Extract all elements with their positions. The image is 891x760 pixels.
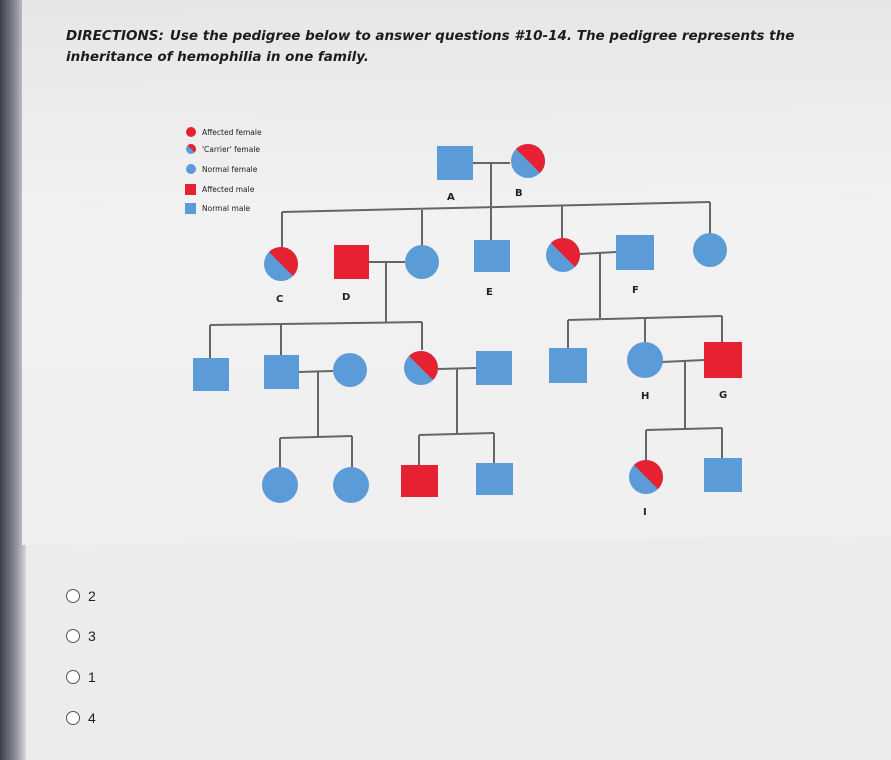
- radio-button[interactable]: [66, 670, 80, 684]
- normal-male-legend-icon: [185, 203, 196, 214]
- option-label: 4: [88, 710, 96, 726]
- directions-body: Use the pedigree below to answer questions #10-14. The pedigree represents the inheritance of hemophilia in one family.: [66, 28, 795, 65]
- legend-normal-male: Normal male: [202, 204, 251, 213]
- radio-button[interactable]: [66, 629, 80, 643]
- affected-male-legend-icon: [185, 184, 196, 195]
- normal-male-gen4-1: [476, 463, 513, 495]
- person-E-normal-male: [474, 240, 510, 272]
- pedigree-legend: [185, 127, 262, 214]
- person-C-carrier-female: [263, 246, 299, 282]
- person-D-affected-male: [334, 245, 369, 279]
- normal-female-gen2-right: [693, 233, 727, 267]
- normal-female-legend-icon: [186, 164, 196, 174]
- directions-lead: DIRECTIONS:: [66, 28, 164, 44]
- person-G-affected-male: [704, 342, 742, 378]
- label-F: F: [632, 285, 639, 296]
- person-I-carrier-female: [628, 459, 664, 495]
- normal-female-gen3: [333, 353, 367, 387]
- legend-affected-female: Affected female: [202, 128, 262, 137]
- answer-option-3[interactable]: [66, 669, 96, 685]
- carrier-female-gen2: [545, 237, 581, 273]
- option-label: 2: [88, 588, 96, 604]
- normal-male-gen3-1: [193, 358, 229, 391]
- pedigree-lines: [210, 163, 722, 468]
- normal-female-gen4-1: [262, 467, 298, 503]
- legend-affected-male: Affected male: [202, 185, 255, 194]
- answer-option-1[interactable]: [66, 588, 96, 604]
- answer-option-2[interactable]: [66, 628, 96, 644]
- label-G: G: [719, 390, 728, 401]
- normal-male-gen3-4: [549, 348, 587, 383]
- normal-female-gen4-2: [333, 467, 369, 503]
- normal-female-gen2: [405, 245, 439, 279]
- answer-option-4[interactable]: [66, 710, 96, 726]
- normal-male-gen4-2: [704, 458, 742, 492]
- legend-carrier-female: 'Carrier' female: [202, 145, 261, 154]
- label-I: I: [643, 507, 647, 518]
- affected-female-legend-icon: [186, 127, 196, 137]
- label-C: C: [276, 294, 284, 305]
- carrier-female-legend-icon: [185, 143, 197, 155]
- label-B: B: [515, 188, 523, 199]
- label-D: D: [342, 292, 351, 303]
- normal-male-gen3-2: [264, 355, 299, 389]
- label-E: E: [486, 287, 493, 298]
- person-A-normal-male: [437, 146, 473, 180]
- carrier-female-gen3: [403, 350, 439, 386]
- normal-male-gen3-3: [476, 351, 512, 385]
- affected-male-gen4: [401, 465, 438, 497]
- label-A: A: [447, 192, 455, 203]
- option-label: 1: [88, 669, 96, 685]
- radio-button[interactable]: [66, 711, 80, 725]
- person-B-carrier-female: [510, 143, 546, 179]
- radio-button[interactable]: [66, 589, 80, 603]
- person-H-normal-female: [627, 342, 663, 378]
- legend-normal-female: Normal female: [202, 165, 258, 174]
- label-H: H: [641, 391, 650, 402]
- person-F-normal-male: [616, 235, 654, 270]
- option-label: 3: [88, 628, 96, 644]
